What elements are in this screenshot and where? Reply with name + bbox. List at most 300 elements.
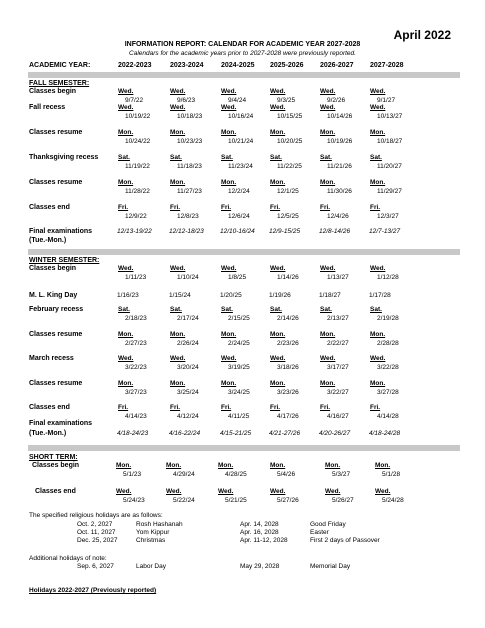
weekday: Sat. — [118, 154, 130, 161]
date-value: 4/16/27 — [327, 412, 349, 420]
date-value: 11/28/22 — [125, 187, 150, 195]
holiday-name: Yom Kippur — [136, 529, 170, 536]
date-cell — [320, 355, 349, 372]
date-cell — [320, 204, 349, 221]
date-cell — [270, 154, 302, 171]
weekday: Fri. — [320, 204, 331, 211]
date-cell — [118, 204, 147, 221]
holiday-name: Rosh Hashanah — [136, 521, 183, 528]
date-value: 12/8-14/26 — [319, 228, 351, 235]
date-cell — [118, 179, 150, 196]
date-value: 12/9-15/25 — [269, 228, 301, 235]
date-cell — [170, 129, 202, 146]
row-label: February recess — [29, 306, 84, 313]
weekday: Mon. — [270, 380, 286, 387]
weekday: Wed. — [218, 488, 234, 495]
date-value: 5/1/28 — [382, 470, 401, 478]
date-value: 12/13-19/22 — [117, 228, 152, 235]
date-cell — [221, 204, 250, 221]
date-value: 9/7/22 — [125, 96, 144, 104]
date-value: 4/17/26 — [277, 412, 299, 420]
date-cell — [270, 88, 295, 105]
weekday: Fri. — [170, 204, 181, 211]
weekday: Wed. — [370, 104, 386, 111]
date-value: 9/2/26 — [327, 96, 346, 104]
date-cell — [320, 306, 349, 323]
holiday-name: Easter — [310, 529, 329, 536]
date-value: 4/16-22/24 — [169, 430, 201, 437]
date-value: 1/16/23 — [117, 292, 139, 299]
row-label: March recess — [29, 355, 74, 362]
date-value: 12/10-16/24 — [220, 228, 255, 235]
date-cell — [170, 88, 195, 105]
date-value: 4/14/23 — [125, 412, 147, 420]
holiday-date: Sep. 6, 2027 — [77, 563, 114, 570]
date-cell — [221, 380, 250, 397]
date-value: 1/17/28 — [369, 292, 391, 299]
weekday: Mon. — [170, 179, 186, 186]
date-value: 3/22/27 — [327, 388, 349, 396]
date-value: 10/19/22 — [125, 112, 151, 120]
date-cell — [320, 88, 345, 105]
date-cell — [116, 462, 141, 479]
date-value: 5/22/24 — [173, 496, 195, 504]
date-value: 5/24/23 — [123, 496, 145, 504]
date-value: 10/21/24 — [228, 137, 254, 145]
date-value: 5/21/25 — [225, 496, 247, 504]
date-cell — [270, 306, 299, 323]
date-value: 1/12/28 — [377, 273, 399, 281]
holiday-date: Oct. 11, 2027 — [77, 529, 116, 536]
date-value: 9/1/27 — [377, 96, 396, 104]
weekday: Wed. — [320, 104, 336, 111]
date-value: 9/6/23 — [177, 96, 196, 104]
date-value: 2/14/26 — [277, 314, 299, 322]
date-value: 5/26/27 — [332, 496, 354, 504]
weekday: Mon. — [370, 179, 386, 186]
date-cell — [170, 404, 199, 421]
date-cell — [320, 179, 352, 196]
weekday: Wed. — [370, 355, 386, 362]
date-cell — [370, 154, 402, 171]
date-cell — [270, 404, 299, 421]
weekday: Mon. — [370, 331, 386, 338]
weekday: Wed. — [320, 355, 336, 362]
date-value: 12/1/25 — [277, 187, 299, 195]
section-divider — [28, 445, 460, 451]
date-value: 1/14/26 — [277, 273, 299, 281]
date-value: 4/14/28 — [377, 412, 399, 420]
date-value: 12/5/25 — [277, 212, 299, 220]
date-value: 10/23/23 — [177, 137, 203, 145]
date-cell — [118, 306, 147, 323]
date-cell — [221, 404, 249, 421]
date-cell — [270, 488, 299, 505]
short-term-heading: SHORT TERM: — [29, 454, 78, 461]
weekday: Wed. — [320, 88, 336, 95]
date-cell — [375, 488, 404, 505]
date-cell — [270, 462, 295, 479]
weekday: Mon. — [170, 129, 186, 136]
weekday: Fri. — [270, 404, 281, 411]
date-cell — [170, 355, 199, 372]
date-cell — [118, 331, 147, 348]
weekday: Mon. — [370, 129, 386, 136]
date-value: 1/20/25 — [220, 292, 242, 299]
weekday: Mon. — [270, 179, 286, 186]
date-cell — [325, 462, 350, 479]
date-value: 11/20/27 — [377, 162, 402, 170]
date-cell — [270, 129, 302, 146]
year-header: 2023-2024 — [170, 62, 204, 69]
date-cell — [270, 380, 299, 397]
holidays-intro: The specified religious holidays are as follows: — [29, 512, 163, 519]
date-value: 11/21/26 — [327, 162, 352, 170]
weekday: Sat. — [320, 154, 332, 161]
row-label: Thanksgiving recess — [29, 154, 99, 161]
date-value: 2/18/23 — [125, 314, 147, 322]
year-header: 2027-2028 — [370, 62, 404, 69]
date-value: 5/4/26 — [277, 470, 296, 478]
date-value: 3/22/23 — [125, 363, 147, 371]
holiday-name: First 2 days of Passover — [310, 537, 380, 544]
date-value: 2/24/25 — [228, 339, 250, 347]
date-value: 1/10/24 — [177, 273, 199, 281]
date-value: 3/27/28 — [377, 388, 399, 396]
weekday: Mon. — [118, 179, 134, 186]
date-value: 4/20-26/27 — [319, 430, 351, 437]
date-value: 12/12-18/23 — [169, 228, 204, 235]
date-cell — [270, 265, 299, 282]
weekday: Mon. — [270, 331, 286, 338]
holiday-name: Labor Day — [136, 563, 166, 570]
weekday: Fri. — [221, 404, 232, 411]
weekday: Fri. — [320, 404, 331, 411]
date-value: 12/8/23 — [177, 212, 199, 220]
date-cell — [320, 380, 349, 397]
weekday: Mon. — [118, 380, 134, 387]
date-value: 4/18-24/23 — [117, 430, 149, 437]
weekday: Wed. — [270, 104, 286, 111]
date-value: 10/15/25 — [277, 112, 303, 120]
date-cell — [370, 380, 399, 397]
date-value: 4/18-24/28 — [369, 430, 401, 437]
date-cell — [170, 306, 199, 323]
date-value: 10/18/23 — [177, 112, 203, 120]
row-label: Final examinations — [29, 228, 93, 235]
date-value: 3/17/27 — [327, 363, 349, 371]
date-cell — [325, 488, 354, 505]
academic-year-label: ACADEMIC YEAR: — [29, 62, 91, 69]
holiday-date: Apr. 14, 2028 — [240, 521, 279, 528]
weekday: Mon. — [221, 331, 237, 338]
date-cell — [170, 179, 202, 196]
weekday: Fri. — [370, 204, 381, 211]
weekday: Fri. — [170, 404, 181, 411]
date-cell — [370, 204, 399, 221]
row-label: Classes end — [29, 204, 70, 211]
weekday: Sat. — [170, 154, 182, 161]
additional-holidays-intro: Additional holidays of note: — [29, 555, 107, 562]
weekday: Wed. — [221, 104, 237, 111]
weekday: Wed. — [170, 88, 186, 95]
date-value: 11/19/22 — [125, 162, 150, 170]
row-label: Classes begin — [32, 462, 80, 469]
date-value: 11/30/26 — [327, 187, 352, 195]
date-cell — [118, 380, 147, 397]
date-cell — [320, 404, 349, 421]
date-value: 10/19/26 — [327, 137, 353, 145]
weekday: Mon. — [320, 179, 336, 186]
holiday-name: Memorial Day — [310, 563, 351, 570]
date-cell — [116, 488, 145, 505]
weekday: Wed. — [221, 265, 237, 272]
weekday: Fri. — [370, 404, 381, 411]
weekday: Sat. — [370, 306, 382, 313]
date-value: 10/20/25 — [277, 137, 303, 145]
row-label: M. L. King Day — [29, 292, 78, 299]
weekday: Mon. — [118, 331, 134, 338]
date-cell — [370, 265, 399, 282]
weekday: Mon. — [370, 380, 386, 387]
weekday: Wed. — [270, 488, 286, 495]
row-label: Classes resume — [29, 331, 83, 338]
year-header: 2024-2025 — [221, 62, 255, 69]
weekday: Wed. — [325, 488, 341, 495]
weekday: Wed. — [375, 488, 391, 495]
weekday: Sat. — [118, 306, 130, 313]
year-header: 2026-2027 — [320, 62, 354, 69]
holiday-name: Christmas — [136, 537, 166, 544]
date-value: 11/18/23 — [177, 162, 202, 170]
date-value: 2/26/24 — [177, 339, 199, 347]
date-value: 12/9/22 — [125, 212, 147, 220]
winter-semester-heading: WINTER SEMESTER: — [29, 257, 100, 264]
date-value: 1/13/27 — [327, 273, 349, 281]
weekday: Mon. — [270, 462, 286, 469]
row-label: (Tue.-Mon.) — [29, 430, 67, 437]
holiday-date: Apr. 16, 2028 — [240, 529, 279, 536]
date-cell — [370, 355, 399, 372]
weekday: Wed. — [170, 104, 186, 111]
row-label: Fall recess — [29, 104, 66, 111]
weekday: Wed. — [118, 88, 134, 95]
date-value: 2/17/24 — [177, 314, 199, 322]
footer-link: Holidays 2022-2027 (Previously reported) — [29, 587, 157, 594]
date-value: 3/27/23 — [125, 388, 147, 396]
weekday: Wed. — [370, 265, 386, 272]
date-value: 3/24/25 — [228, 388, 250, 396]
date-value: 1/8/25 — [228, 273, 247, 281]
date-value: 5/27/26 — [277, 496, 299, 504]
weekday: Wed. — [221, 355, 237, 362]
weekday: Sat. — [221, 306, 233, 313]
weekday: Mon. — [375, 462, 391, 469]
date-value: 3/19/25 — [228, 363, 250, 371]
weekday: Wed. — [118, 104, 134, 111]
weekday: Wed. — [118, 265, 134, 272]
date-cell — [118, 129, 150, 146]
report-date: April 2022 — [393, 28, 451, 42]
row-label: Classes resume — [29, 380, 83, 387]
date-cell — [320, 129, 352, 146]
weekday: Wed. — [270, 265, 286, 272]
section-divider — [28, 72, 460, 78]
date-value: 3/25/24 — [177, 388, 199, 396]
report-title: INFORMATION REPORT: CALENDAR FOR ACADEMIC YEAR 2027-2028 — [124, 41, 361, 48]
holiday-date: Apr. 11-12, 2028 — [240, 537, 288, 544]
row-label: Classes resume — [29, 179, 83, 186]
weekday: Mon. — [320, 129, 336, 136]
date-cell — [170, 204, 199, 221]
date-value: 2/15/25 — [228, 314, 250, 322]
date-value: 11/27/23 — [177, 187, 202, 195]
date-value: 12/6/24 — [228, 212, 250, 220]
weekday: Mon. — [270, 129, 286, 136]
date-cell — [221, 129, 253, 146]
weekday: Mon. — [170, 331, 186, 338]
date-cell — [370, 404, 399, 421]
date-value: 10/18/27 — [377, 137, 403, 145]
date-value: 3/22/28 — [377, 363, 399, 371]
date-cell — [370, 129, 402, 146]
weekday: Sat. — [270, 306, 282, 313]
weekday: Wed. — [118, 355, 134, 362]
date-cell — [166, 488, 195, 505]
date-cell — [118, 404, 147, 421]
section-divider — [28, 249, 460, 255]
date-value: 1/15/24 — [169, 292, 191, 299]
holiday-date: Oct. 2, 2027 — [77, 521, 113, 528]
date-value: 2/28/28 — [377, 339, 399, 347]
weekday: Mon. — [118, 129, 134, 136]
date-value: 10/16/24 — [228, 112, 254, 120]
date-value: 4/21-27/26 — [269, 430, 301, 437]
date-value: 11/22/25 — [277, 162, 302, 170]
date-cell — [221, 331, 250, 348]
weekday: Fri. — [270, 204, 281, 211]
date-cell — [170, 331, 199, 348]
weekday: Fri. — [118, 404, 129, 411]
date-cell — [270, 355, 299, 372]
date-value: 11/29/27 — [377, 187, 402, 195]
weekday: Mon. — [325, 462, 341, 469]
date-cell — [170, 104, 202, 121]
row-label: Final examinations — [29, 420, 93, 427]
date-value: 5/1/23 — [123, 470, 142, 478]
weekday: Wed. — [170, 265, 186, 272]
date-value: 2/27/23 — [125, 339, 147, 347]
date-cell — [170, 154, 202, 171]
date-cell — [375, 462, 400, 479]
date-cell — [221, 104, 253, 121]
date-value: 12/4/26 — [327, 212, 349, 220]
row-label: Classes begin — [29, 88, 77, 95]
weekday: Sat. — [270, 154, 282, 161]
weekday: Mon. — [218, 462, 234, 469]
date-value: 1/11/23 — [125, 273, 147, 281]
date-cell — [270, 179, 299, 196]
weekday: Mon. — [166, 462, 182, 469]
date-value: 11/23/24 — [228, 162, 253, 170]
date-value: 9/3/25 — [277, 96, 296, 104]
date-cell — [118, 265, 146, 282]
date-value: 1/19/26 — [269, 292, 291, 299]
date-value: 10/14/26 — [327, 112, 353, 120]
date-cell — [370, 104, 402, 121]
date-value: 1/18/27 — [319, 292, 341, 299]
weekday: Fri. — [221, 204, 232, 211]
date-value: 4/28/25 — [225, 470, 247, 478]
date-cell — [118, 88, 143, 105]
date-value: 4/29/24 — [173, 470, 195, 478]
date-value: 10/13/27 — [377, 112, 403, 120]
date-value: 10/24/22 — [125, 137, 151, 145]
date-cell — [221, 88, 246, 105]
weekday: Mon. — [221, 380, 237, 387]
date-cell — [218, 462, 247, 479]
weekday: Sat. — [370, 154, 382, 161]
weekday: Wed. — [270, 355, 286, 362]
weekday: Wed. — [116, 488, 132, 495]
date-cell — [370, 179, 402, 196]
date-value: 2/23/26 — [277, 339, 299, 347]
weekday: Mon. — [116, 462, 132, 469]
date-value: 2/22/27 — [327, 339, 349, 347]
date-value: 3/20/24 — [177, 363, 199, 371]
date-value: 12/3/27 — [377, 212, 399, 220]
date-cell — [320, 154, 352, 171]
date-cell — [170, 380, 199, 397]
report-subtitle: Calendars for the academic years prior to 2027-2028 were previously reported. — [129, 50, 356, 57]
date-value: 2/19/28 — [377, 314, 399, 322]
date-cell — [221, 154, 253, 171]
weekday: Wed. — [370, 88, 386, 95]
weekday: Mon. — [170, 380, 186, 387]
date-cell — [221, 306, 250, 323]
date-value: 4/15-21/25 — [220, 430, 252, 437]
weekday: Wed. — [320, 265, 336, 272]
weekday: Wed. — [221, 88, 237, 95]
fall-semester-heading: FALL SEMESTER: — [29, 80, 90, 87]
weekday: Mon. — [320, 331, 336, 338]
date-value: 12/2/24 — [228, 187, 250, 195]
weekday: Mon. — [221, 179, 237, 186]
date-value: 3/23/26 — [277, 388, 299, 396]
date-cell — [170, 265, 199, 282]
weekday: Wed. — [170, 355, 186, 362]
weekday: Sat. — [221, 154, 233, 161]
weekday: Fri. — [118, 204, 129, 211]
date-value: 4/12/24 — [177, 412, 199, 420]
date-cell — [320, 104, 352, 121]
holiday-date: May 29, 2028 — [240, 563, 280, 570]
holiday-name: Good Friday — [310, 521, 346, 528]
date-cell — [320, 331, 349, 348]
date-cell — [370, 331, 399, 348]
weekday: Sat. — [170, 306, 182, 313]
date-cell — [118, 104, 150, 121]
weekday: Mon. — [320, 380, 336, 387]
weekday: Wed. — [270, 88, 286, 95]
date-value: 3/18/26 — [277, 363, 299, 371]
date-cell — [221, 355, 250, 372]
date-value: 5/3/27 — [332, 470, 351, 478]
date-cell — [270, 104, 302, 121]
row-label: Classes end — [29, 404, 70, 411]
date-cell — [270, 331, 299, 348]
date-cell — [166, 462, 195, 479]
